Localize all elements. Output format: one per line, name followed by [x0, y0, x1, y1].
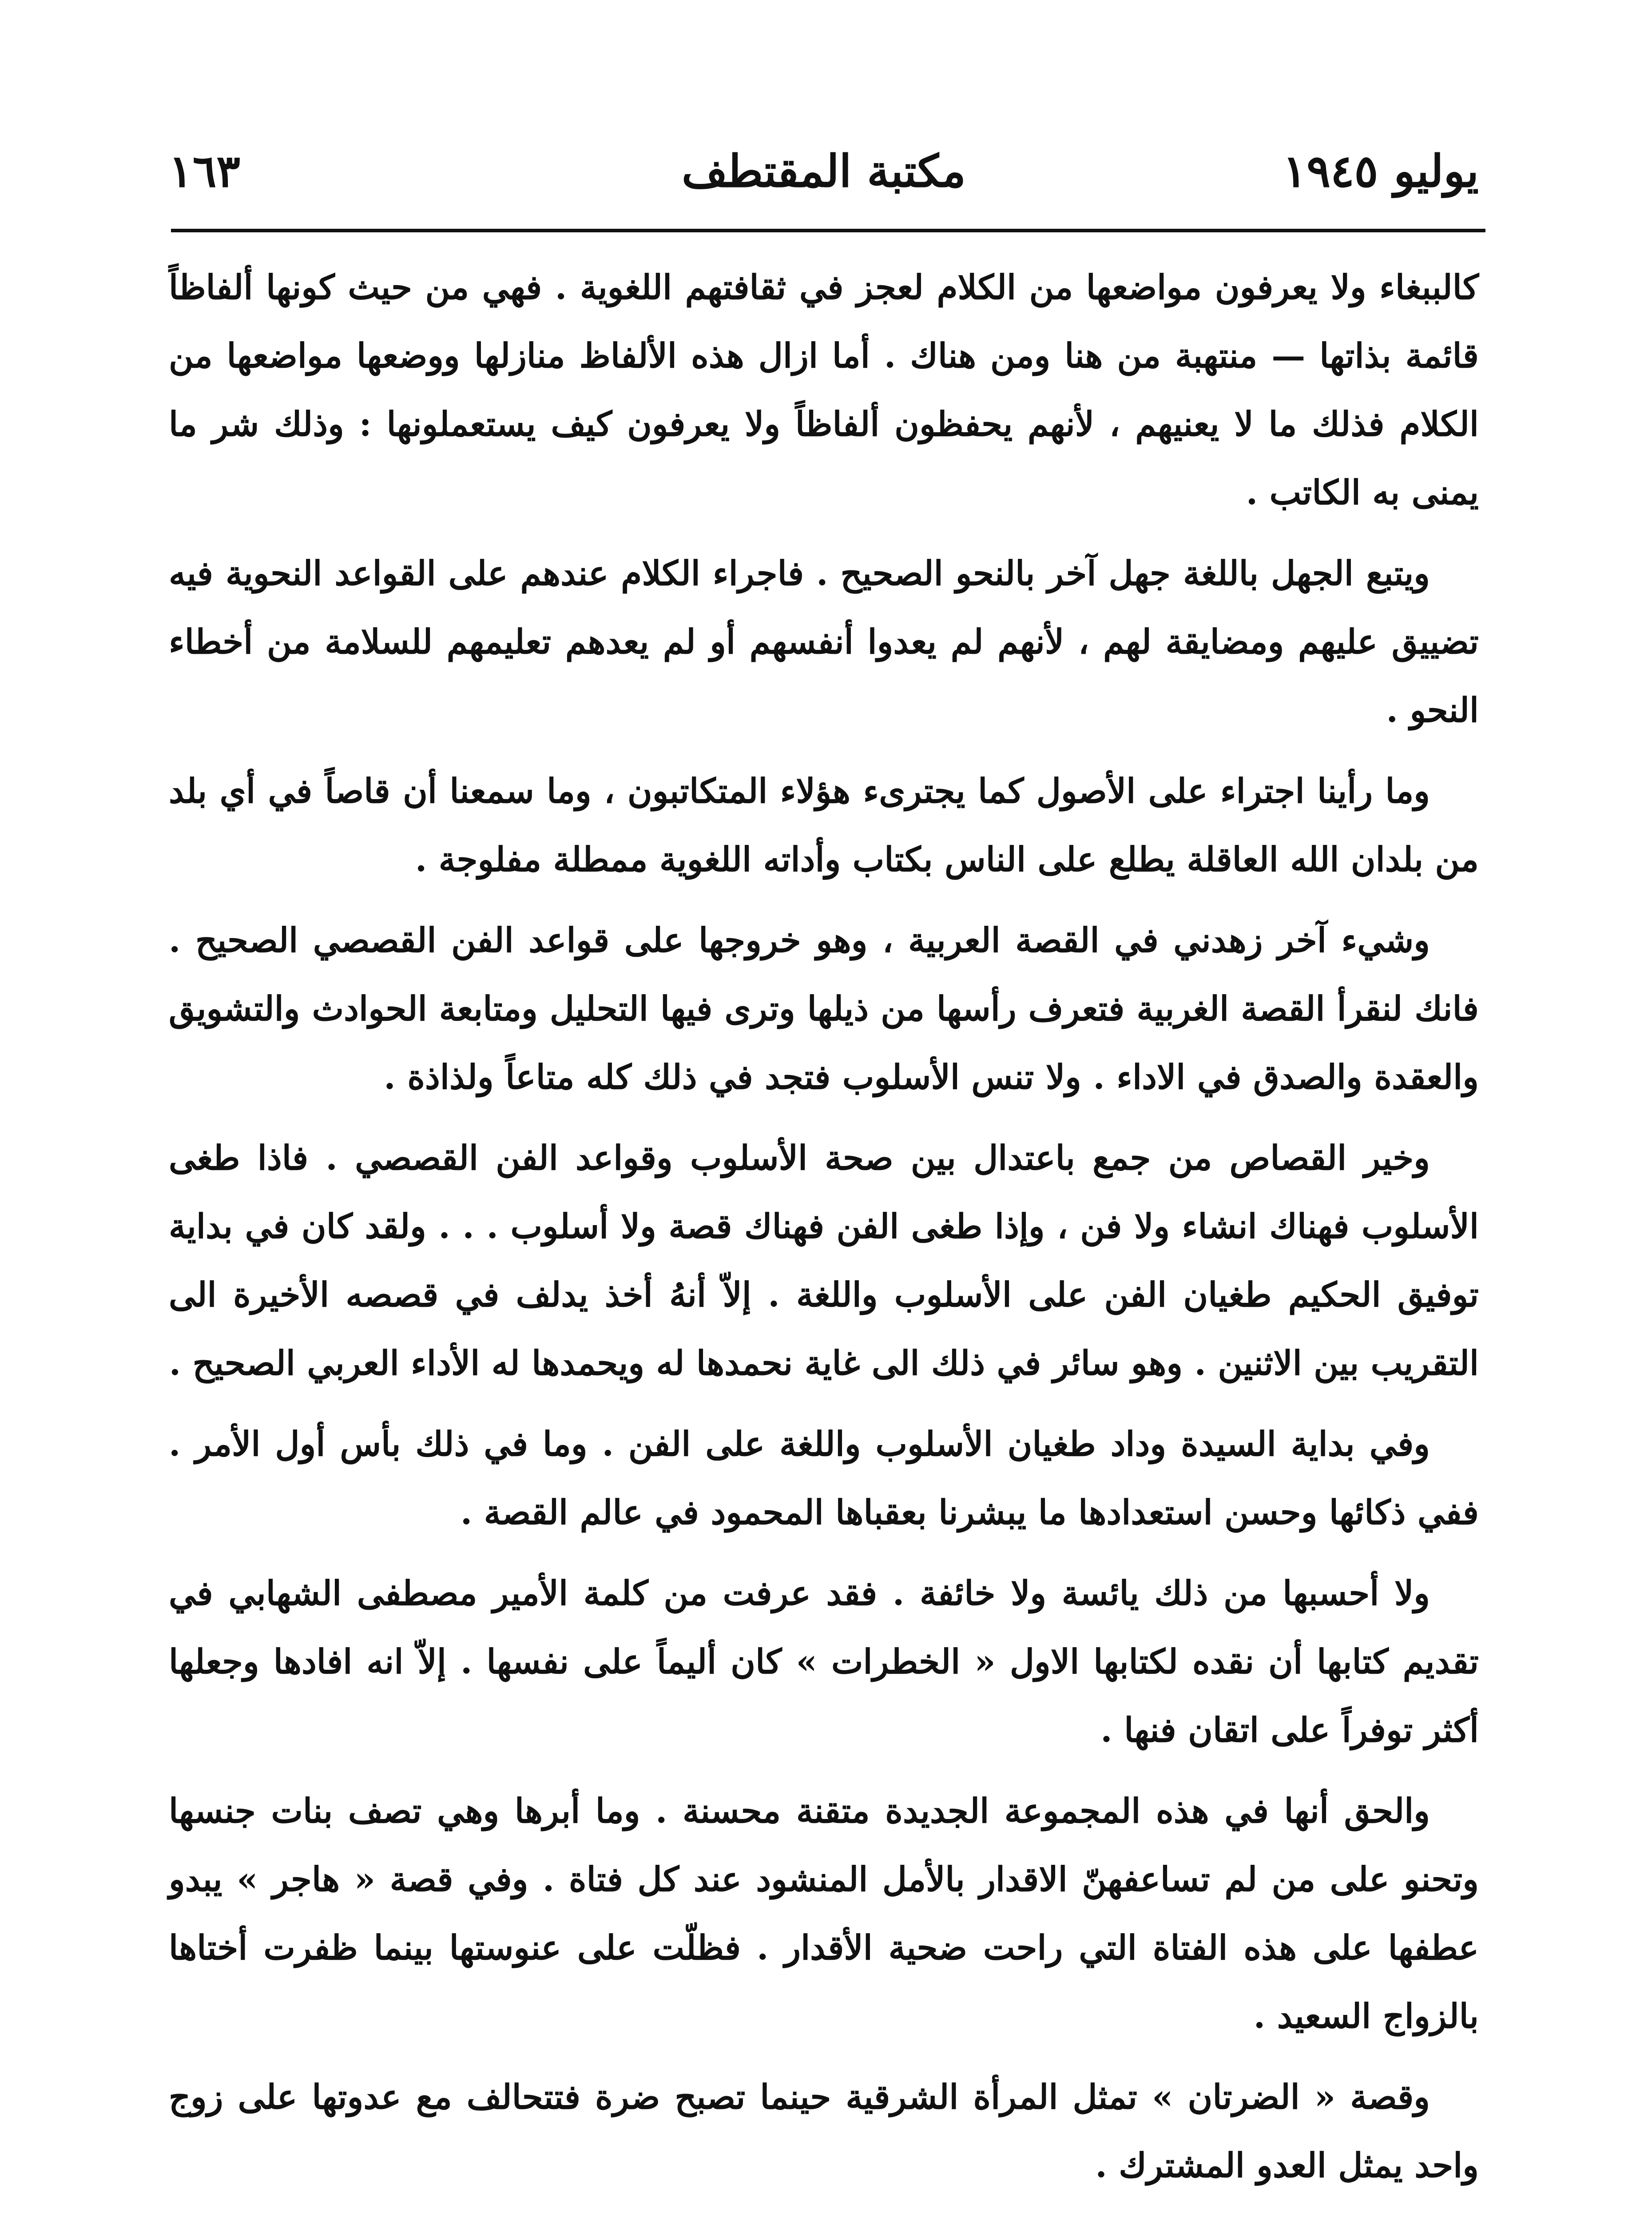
running-header	[169, 133, 1479, 209]
paragraph-6: وفي بداية السيدة وداد طغيان الأسلوب واللغة على الفن . وما في ذلك بأس أول الأمر . ففي ذكائها وحسن استعدادها ما يبشرنا بعقباها المحمود في عالم القصة .	[169, 1424, 1479, 1532]
article-body	[169, 253, 1479, 2212]
paragraph-1: كالببغاء ولا يعرفون مواضعها من الكلام لعجز في ثقافتهم اللغوية . فهي من حيث كونها ألفاظاً قائمة بذاتها — منتهبة من هنا ومن هناك . أما ازال هذه الألفاظ منازلها ووضعها مواضعها من الكلام فذلك ما لا يعنيهم ، لأنهم يحفظون ألفاظاً ولا يعرفون كيف يستعملونها : وذلك شر ما يمنى به الكاتب .	[169, 267, 1479, 512]
header-rule	[171, 229, 1485, 232]
paragraph-5: وخير القصاص من جمع باعتدال بين صحة الأسلوب وقواعد الفن القصصي . فاذا طغى الأسلوب فهناك انشاء ولا فن ، وإذا طغى الفن فهناك قصة ولا أسلوب . . . ولقد كان في بداية توفيق الحكيم طغيان الفن على الأسلوب واللغة . إلاّ أنهُ أخذ يدلف في قصصه الأخيرة الى التقريب بين الاثنين . وهو سائر في ذلك الى غاية نحمدها له ويحمدها له الأداء العربي الصحيح .	[169, 1138, 1479, 1383]
paragraph-7: ولا أحسبها من ذلك يائسة ولا خائفة . فقد عرفت من كلمة الأمير مصطفى الشهابي في تقديم كتابها أن نقده لكتابها الاول « الخطرات » كان أليماً على نفسها . إلاّ انه افادها وجعلها أكثر توفراً على اتقان فنها .	[169, 1573, 1479, 1750]
paragraph-3: وما رأينا اجتراء على الأصول كما يجترىء هؤلاء المتكاتبون ، وما سمعنا أن قاصاً في أي بلد من بلدان الله العاقلة يطلع على الناس بكتاب وأداته اللغوية ممطلة مفلوجة .	[169, 771, 1479, 879]
header-page-number: ١٦٣	[169, 145, 241, 197]
header-date: يوليو ١٩٤٥	[1283, 145, 1479, 197]
paragraph-9: وقصة « الضرتان » تمثل المرأة الشرقية حينما تصبح ضرة فتتحالف مع عدوتها على زوج واحد يمثل العدو المشترك .	[169, 2077, 1479, 2185]
header-section-title: مكتبة المقتطف	[682, 145, 966, 197]
paragraph-8: والحق أنها في هذه المجموعة الجديدة متقنة محسنة . وما أبرها وهي تصف بنات جنسها وتحنو على من لم تساعفهنّ الاقدار بالأمل المنشود عند كل فتاة . وفي قصة « هاجر » يبدو عطفها على هذه الفتاة التي راحت ضحية الأقدار . فظلّت على عنوستها بينما ظفرت أختاها بالزواج السعيد .	[169, 1791, 1479, 2036]
paragraph-4: وشيء آخر زهدني في القصة العربية ، وهو خروجها على قواعد الفن القصصي الصحيح . فانك لنقرأ القصة الغربية فتعرف رأسها من ذيلها وترى فيها التحليل ومتابعة الحوادث والتشويق والعقدة والصدق في الاداء . ولا تنس الأسلوب فتجد في ذلك كله متاعاً ولذاذة .	[169, 920, 1479, 1097]
paragraph-2: ويتبع الجهل باللغة جهل آخر بالنحو الصحيح . فاجراء الكلام عندهم على القواعد النحوية فيه تضييق عليهم ومضايقة لهم ، لأنهم لم يعدوا أنفسهم أو لم يعدهم تعليمهم للسلامة من أخطاء النحو .	[169, 553, 1479, 730]
